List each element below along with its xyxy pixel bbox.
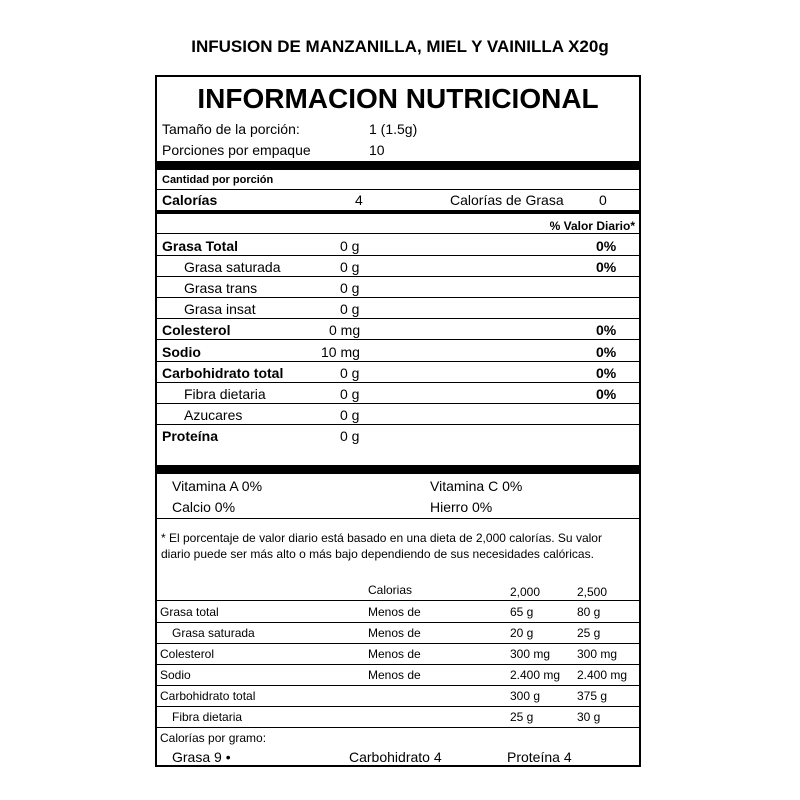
ref-row-value-2000: 20 g xyxy=(510,626,534,640)
nutrient-amount: 10 mg xyxy=(321,344,360,360)
ref-header-2500: 2,500 xyxy=(577,585,608,599)
ref-row-value-2500: 2.400 mg xyxy=(577,668,628,682)
divider xyxy=(157,518,639,519)
ref-header-label: Calorias xyxy=(368,583,413,597)
nutrient-label: Grasa insat xyxy=(184,301,256,317)
iron: Hierro 0% xyxy=(430,499,493,515)
divider xyxy=(157,233,639,234)
ref-row-value-2000: 25 g xyxy=(510,710,534,724)
serving-size-label: Tamaño de la porción: xyxy=(162,121,300,137)
ref-header-2000: 2,000 xyxy=(510,585,541,599)
per-gram-carbohydrate: Carbohidrato 4 xyxy=(349,749,442,765)
thick-divider xyxy=(157,161,639,170)
ref-row-qualifier: Menos de xyxy=(368,626,421,640)
per-gram-protein: Proteína 4 xyxy=(507,749,572,765)
nutrient-amount: 0 g xyxy=(340,301,360,317)
ref-row-label: Fibra dietaria xyxy=(172,710,243,724)
divider xyxy=(157,189,639,190)
ref-row-qualifier: Menos de xyxy=(368,647,421,661)
divider xyxy=(157,318,639,319)
panel-title: INFORMACION NUTRICIONAL xyxy=(197,83,599,114)
ref-row-value-2500: 300 mg xyxy=(577,647,618,661)
nutrient-amount: 0 g xyxy=(340,407,360,423)
calories-value: 4 xyxy=(355,192,363,208)
ref-row-value-2500: 375 g xyxy=(577,689,608,703)
nutrient-label: Grasa saturada xyxy=(184,259,281,275)
calories-label: Calorías xyxy=(162,192,218,208)
nutrient-dv: 0% xyxy=(596,365,617,381)
ref-row-value-2000: 65 g xyxy=(510,605,534,619)
calories-from-fat-label: Calorías de Grasa xyxy=(450,192,564,208)
divider xyxy=(157,643,639,644)
footnote-line-1: * El porcentaje de valor diario está basado en una dieta de 2,000 calorías. Su valor xyxy=(161,531,602,545)
servings-per-package-label: Porciones por empaque xyxy=(162,142,311,158)
calories-per-gram-label: Calorías por gramo: xyxy=(160,731,267,745)
nutrient-label: Proteína xyxy=(162,428,219,444)
footnote-line-2: diario puede ser más alto o más bajo dependiendo de sus necesidades calóricas. xyxy=(161,547,594,561)
divider xyxy=(157,403,639,404)
divider xyxy=(157,255,639,256)
divider xyxy=(157,622,639,623)
nutrient-dv: 0% xyxy=(596,259,617,275)
divider xyxy=(157,600,639,601)
divider xyxy=(157,382,639,383)
nutrition-facts-panel xyxy=(155,75,641,767)
divider xyxy=(157,339,639,340)
nutrient-label: Grasa Total xyxy=(162,238,238,254)
ref-row-label: Grasa saturada xyxy=(172,626,255,640)
nutrient-label: Azucares xyxy=(184,407,243,423)
product-title: INFUSION DE MANZANILLA, MIEL Y VAINILLA X20g xyxy=(191,37,609,56)
ref-row-label: Colesterol xyxy=(160,647,215,661)
divider xyxy=(157,361,639,362)
calcium: Calcio 0% xyxy=(172,499,236,515)
divider xyxy=(157,276,639,277)
ref-row-value-2000: 300 g xyxy=(510,689,541,703)
nutrient-amount: 0 g xyxy=(340,386,360,402)
calories-from-fat-value: 0 xyxy=(599,192,607,208)
thick-divider xyxy=(157,465,639,474)
vitamin-a: Vitamina A 0% xyxy=(172,478,263,494)
nutrient-amount: 0 g xyxy=(340,365,360,381)
nutrient-amount: 0 g xyxy=(340,259,360,275)
nutrient-dv: 0% xyxy=(596,322,617,338)
divider xyxy=(157,706,639,707)
ref-row-qualifier: Menos de xyxy=(368,605,421,619)
nutrient-dv: 0% xyxy=(596,238,617,254)
divider xyxy=(157,297,639,298)
divider xyxy=(157,727,639,728)
per-gram-fat: Grasa 9 • xyxy=(172,749,231,765)
ref-row-value-2000: 2.400 mg xyxy=(510,668,561,682)
nutrient-amount: 0 g xyxy=(340,280,360,296)
divider xyxy=(157,685,639,686)
divider xyxy=(157,664,639,665)
ref-row-qualifier: Menos de xyxy=(368,668,421,682)
nutrient-label: Carbohidrato total xyxy=(162,365,284,381)
nutrient-label: Sodio xyxy=(162,344,201,360)
ref-row-value-2500: 80 g xyxy=(577,605,601,619)
servings-per-package-value: 10 xyxy=(369,142,385,158)
ref-row-value-2500: 30 g xyxy=(577,710,601,724)
nutrient-label: Fibra dietaria xyxy=(184,386,266,402)
nutrient-amount: 0 mg xyxy=(329,322,361,338)
nutrient-label: Colesterol xyxy=(162,322,231,338)
ref-row-label: Sodio xyxy=(160,668,191,682)
nutrient-dv: 0% xyxy=(596,344,617,360)
nutrient-amount: 0 g xyxy=(340,238,360,254)
serving-size-value: 1 (1.5g) xyxy=(369,121,418,137)
nutrient-dv: 0% xyxy=(596,386,617,402)
ref-row-value-2000: 300 mg xyxy=(510,647,551,661)
amount-per-serving: Cantidad por porción xyxy=(162,174,274,186)
ref-row-label: Grasa total xyxy=(160,605,219,619)
divider xyxy=(157,424,639,425)
nutrient-amount: 0 g xyxy=(340,428,360,444)
ref-row-label: Carbohidrato total xyxy=(160,689,256,703)
ref-row-value-2500: 25 g xyxy=(577,626,601,640)
medium-divider xyxy=(157,210,639,214)
nutrient-label: Grasa trans xyxy=(184,280,258,296)
vitamin-c: Vitamina C 0% xyxy=(430,478,523,494)
daily-value-header: % Valor Diario* xyxy=(549,219,635,233)
